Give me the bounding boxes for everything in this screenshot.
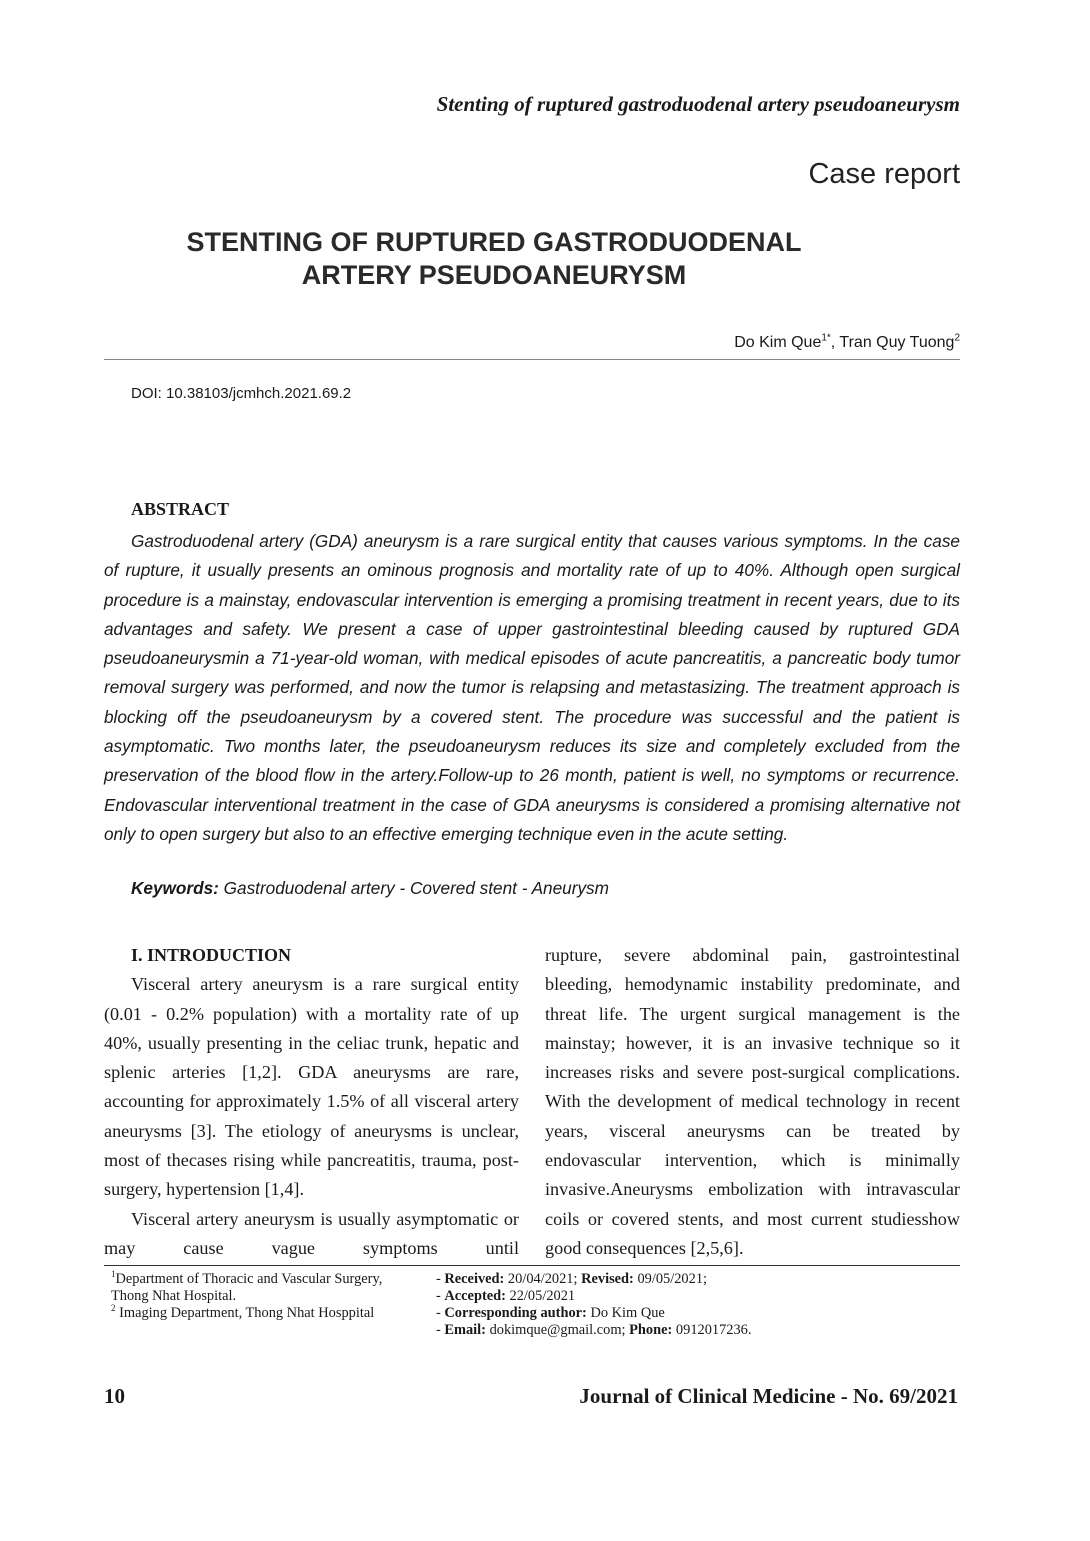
abstract-body: Gastroduodenal artery (GDA) aneurysm is a rare surgical entity that causes various symptoms. In the case of rupture, it usually presents an ominous prognosis and mortality rate of up to 40%. Although open surgical procedure is a mainstay, endovascular intervention is emerging a promising treatment in recent years, due to its advantages and safety. We present a case of upper gastrointestinal bleeding caused by ruptured GDA pseudoaneurysmin a 71-year-old woman, with medical episodes of acute pancreatitis, a pancreatic body tumor removal surgery was performed, and now the tumor is relapsing and metastasizing. The treatment approach is blocking off the pseudoaneurysm by a covered stent. The procedure was successful and the patient is asymptomatic. Two months later, the pseudoaneurysm reduces its size and completely excluded from the preservation of the blood flow in the artery.Follow-up to 26 month, patient is well, no symptoms or recurrence. Endovascular interventional treatment in the case of GDA aneurysms is considered a promising alternative not only to open surgery but also to an effective emerging technique even in the acute setting. bbox=[104, 531, 960, 844]
keywords bbox=[131, 878, 609, 899]
footnote-divider bbox=[104, 1265, 960, 1266]
author-1: Do Kim Que bbox=[734, 334, 822, 351]
author-2-affiliation: 2 bbox=[954, 332, 960, 344]
email-link[interactable]: dokimque@gmail.com bbox=[485, 1322, 622, 1338]
affiliation-2: $^2$ Imaging Department, Thong Nhat Hosppital bbox=[111, 1303, 375, 1321]
introduction-paragraph-2-start: Visceral artery aneurysm is usually asymptomatic or may cause vague symptoms until bbox=[104, 1208, 519, 1258]
affiliations bbox=[111, 1271, 431, 1322]
page-number: 10 bbox=[104, 1384, 125, 1408]
author-1-affiliation: 1* bbox=[821, 332, 831, 344]
affiliation-1-continued: Thong Nhat Hospital. bbox=[111, 1288, 237, 1304]
article-dates bbox=[436, 1271, 956, 1339]
corresponding-author: - Corresponding author: Do Kim Que bbox=[436, 1305, 665, 1321]
affiliation-1: $^1$Department of Thoracic and Vascular Surgery, bbox=[111, 1269, 383, 1287]
author-list bbox=[104, 334, 960, 352]
left-column bbox=[104, 941, 519, 1263]
right-column bbox=[545, 941, 960, 1263]
author-separator: , bbox=[830, 334, 840, 351]
article-title bbox=[104, 226, 960, 292]
introduction-paragraph-2-continued: rupture, severe abdominal pain, gastrointestinal bleeding, hemodynamic instability predominate, and threat life. The urgent surgical management is the mainstay; however, it is an invasive technique so it increases risks and severe post-surgical complications. With the development of medical technology in recent years, visceral aneurysms can be treated by endovascular intervention, which is minimally invasive.Aneurysms embolization with intravascular coils or covered stents, and most current studiesshow good consequences [2,5,6]. bbox=[545, 945, 960, 1258]
doi: DOI: 10.38103/jcmhch.2021.69.2 bbox=[131, 385, 352, 402]
keywords-list: Gastroduodenal artery - Covered stent - Aneurysm bbox=[218, 878, 609, 898]
journal-footer: Journal of Clinical Medicine - No. 69/2021 bbox=[579, 1384, 958, 1408]
author-2: Tran Quy Tuong bbox=[839, 334, 955, 351]
header-divider bbox=[104, 359, 960, 360]
article-type: Case report bbox=[808, 158, 960, 190]
abstract-heading: ABSTRACT bbox=[131, 499, 230, 519]
introduction-heading: I. INTRODUCTION bbox=[131, 945, 292, 965]
received-revised: - Received: 20/04/2021; Revised: 09/05/2021; bbox=[436, 1271, 708, 1287]
accepted: - Accepted: 22/05/2021 bbox=[436, 1288, 576, 1304]
introduction-paragraph-1: Visceral artery aneurysm is a rare surgical entity (0.01 - 0.2% population) with a mortality rate of up 40%, usually presenting in the celiac trunk, hepatic and splenic arteries [1,2]. GDA aneurysms are rare, accounting for approximately 1.5% of all visceral artery aneurysms [3]. The etiology of aneurysms is unclear, most of thecases rising while pancreatitis, trauma, post-surgery, hypertension [1,4]. bbox=[104, 974, 519, 1200]
running-head: Stenting of ruptured gastroduodenal artery pseudoaneurysm bbox=[436, 92, 960, 116]
contact: - Email: dokimque@gmail.com; Phone: 0912017236. bbox=[436, 1322, 752, 1338]
title-line-2: ARTERY PSEUDOANEURYSM bbox=[301, 260, 687, 290]
keywords-label: Keywords: bbox=[131, 878, 219, 898]
title-line-1: STENTING OF RUPTURED GASTRODUODENAL bbox=[186, 227, 802, 257]
